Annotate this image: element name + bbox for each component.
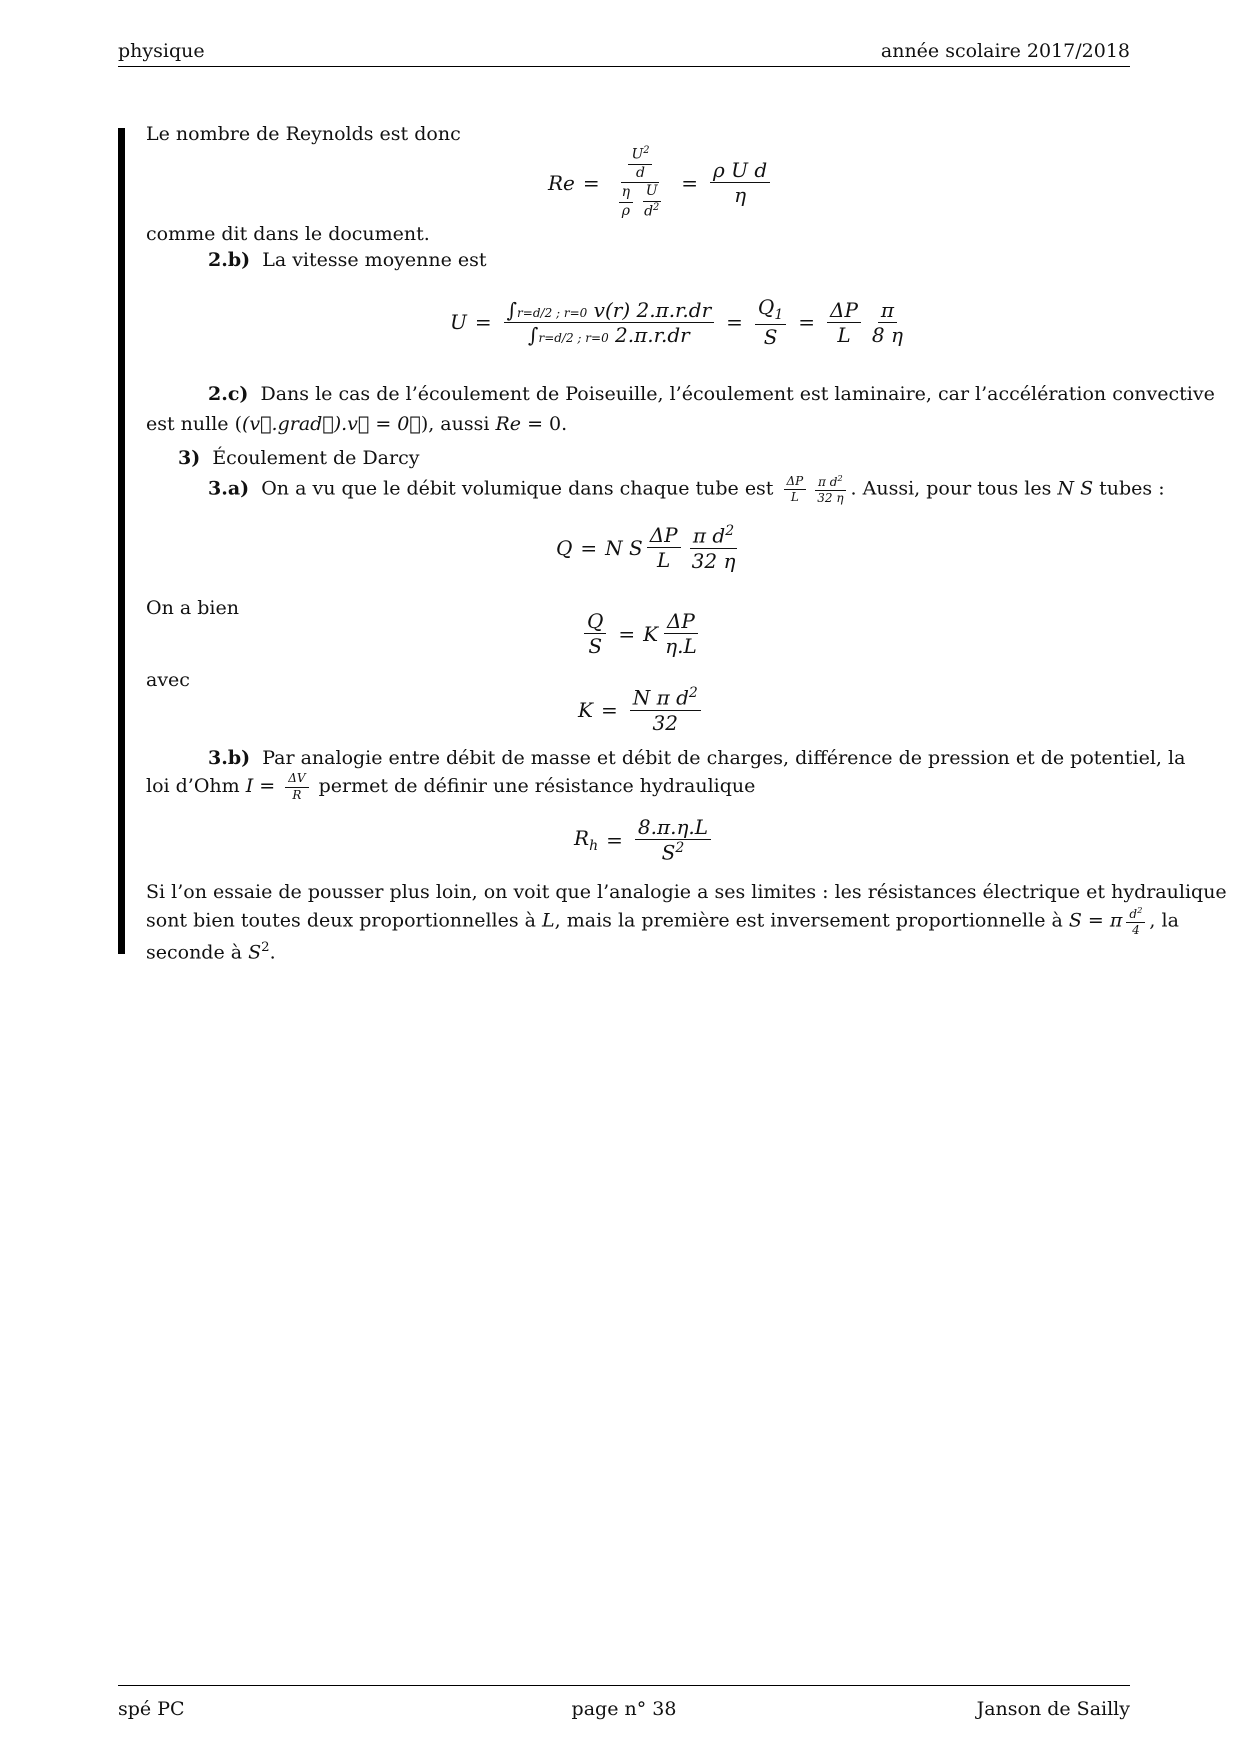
text-3a-tail2: tubes : bbox=[1099, 477, 1165, 500]
equation-k: K = $\frac{N \pi d^2}{32}$ bbox=[578, 686, 705, 734]
text-avec: avec bbox=[146, 669, 190, 691]
question-3a: 3.a) On a vu que le débit volumique dans chaque tube est $\frac{\Delta P}{L}$ $\frac{\pi d^2}{32 \eta}$ . Aussi, pour tous les N S tubes : bbox=[208, 473, 1165, 506]
text-3: Écoulement de Darcy bbox=[212, 447, 420, 469]
paragraph-limits-line3: seconde à $S^2$. bbox=[146, 940, 276, 964]
text-3a: On a vu que le débit volumique dans chaque tube est bbox=[261, 477, 774, 500]
label-2c: 2.c) bbox=[208, 383, 249, 405]
paragraph-document: comme dit dans le document. bbox=[146, 223, 430, 245]
text-2b: La vitesse moyenne est bbox=[262, 249, 487, 271]
text-last-2c: , la bbox=[1149, 909, 1179, 932]
text-on-a-bien: On a bien bbox=[146, 597, 239, 619]
label-3a: 3.a) bbox=[208, 477, 250, 500]
equation-flow-rate: Q = N S $\frac{\Delta P}{L}$ $\frac{\pi d^2}{32 \eta}$ bbox=[556, 523, 736, 573]
page-footer bbox=[118, 1685, 1130, 1724]
equation-mean-velocity: U = $\frac{\int r=d/2 ; r=0 v(r) 2.\pi.r.dr}{\int r=d/2 ; r=0 2.\pi.r.dr}$ = $\frac{Q_1}{S}$ = $\frac{\Delta P}{L}$ $\frac{\pi}{8 \eta}$ bbox=[450, 295, 903, 350]
text-last-3: seconde à bbox=[146, 941, 243, 964]
equation-hydraulic-resistance: $R_h$ = $\frac{8.\pi.\eta.L}{S^2}$ bbox=[574, 816, 715, 864]
section-3 bbox=[178, 444, 419, 472]
footer-school: Janson de Sailly bbox=[976, 1698, 1130, 1720]
text-last-2a: sont bien toutes deux proportionnelles à bbox=[146, 909, 536, 932]
text-3b-line2b: permet de définir une résistance hydraulique bbox=[318, 775, 756, 797]
label-3b: 3.b) bbox=[208, 747, 251, 769]
margin-bar bbox=[118, 128, 125, 954]
footer-page-number: page n° 38 bbox=[571, 1698, 677, 1720]
text-2c-line1: Dans le cas de l’écoulement de Poiseuille, l’écoulement est laminaire, car l’accélération convective bbox=[260, 383, 1215, 405]
label-2b: 2.b) bbox=[208, 249, 251, 271]
text-2c-line2b: ), aussi bbox=[420, 413, 490, 435]
question-3b-line2: loi d’Ohm I = $\frac{\Delta V}{R}$ permet de définir une résistance hydraulique bbox=[146, 771, 756, 802]
paragraph-limits-line2: sont bien toutes deux proportionnelles à L, mais la première est inversement proportionnelle à S = π $\frac{d^2}{4}$ , la bbox=[146, 905, 1179, 938]
text-3b-line2a: loi d’Ohm bbox=[146, 775, 240, 797]
text-3a-tail: . Aussi, pour tous les bbox=[850, 477, 1052, 500]
text-3b-line1: Par analogie entre débit de masse et débit de charges, différence de pression et de potentiel, la bbox=[262, 747, 1186, 769]
text-2c-line2a: est nulle ( bbox=[146, 413, 242, 435]
paragraph-reynolds: Le nombre de Reynolds est donc bbox=[146, 123, 461, 145]
question-2c-line1 bbox=[208, 380, 1215, 408]
question-2c-line2: est nulle ((v⃗.grad⃗).v⃗ = 0⃗), aussi Re = 0. bbox=[146, 413, 568, 435]
question-2b bbox=[208, 246, 487, 274]
label-3: 3) bbox=[178, 447, 201, 469]
question-3b-line1 bbox=[208, 744, 1185, 772]
page-header bbox=[118, 40, 1130, 67]
header-year: année scolaire 2017/2018 bbox=[880, 40, 1130, 62]
footer-class: spé PC bbox=[118, 1698, 185, 1720]
paragraph-limits-line1: Si l’on essaie de pousser plus loin, on voit que l’analogie a ses limites : les résistances électrique et hydraulique bbox=[146, 881, 1227, 903]
equation-reynolds: Re = $\frac{U^2}{d}$ $\frac{\eta}{\rho}$ $\frac{U}{d^2}$ = $\frac{\text{ρ U d}}{\eta}$ bbox=[548, 146, 774, 220]
equation-darcy: $\frac{Q}{S}$ = K $\frac{\Delta P}{\eta.L}$ bbox=[580, 610, 704, 657]
text-last-2b: , mais la première est inversement proportionnelle à bbox=[554, 909, 1063, 932]
header-subject: physique bbox=[118, 40, 205, 62]
